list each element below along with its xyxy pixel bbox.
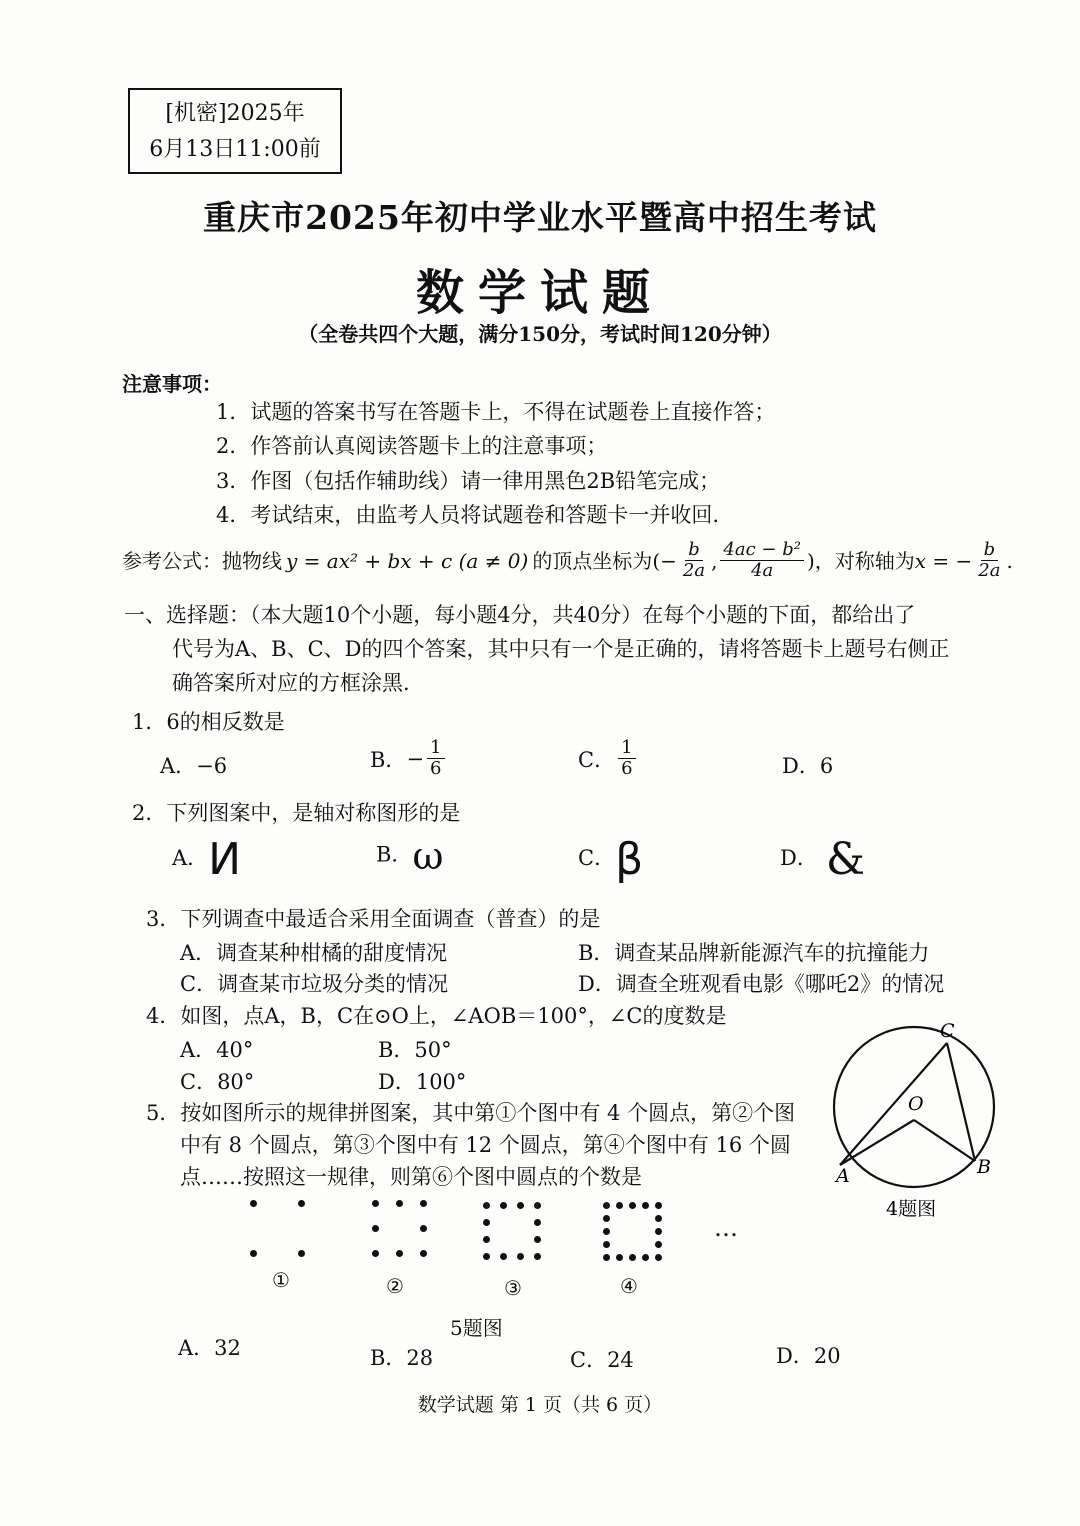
- notice-item-1: 1．试题的答案书写在答题卡上，不得在试题卷上直接作答；: [216, 400, 776, 424]
- vertex-x-fraction: [680, 540, 708, 581]
- dot: [396, 1250, 403, 1257]
- notice-item-2: 2．作答前认真阅读答题卡上的注意事项；: [216, 434, 608, 458]
- dot: [483, 1236, 490, 1243]
- q1-option-b-denominator: 6: [430, 758, 442, 779]
- q1-option-c: [578, 738, 639, 779]
- axis-label: ，对称轴为: [814, 548, 915, 573]
- q5-ellipsis: …: [714, 1214, 738, 1242]
- q5-option-b: B．28: [370, 1346, 434, 1370]
- q3-option-a: A．调查某种柑橘的甜度情况: [180, 941, 448, 965]
- q4-option-c: C．80°: [180, 1070, 255, 1094]
- dot: [603, 1254, 610, 1261]
- dot: [655, 1228, 662, 1235]
- q4-stem: 4．如图，点A，B，C在⊙O上，∠AOB＝100°，∠C的度数是: [146, 1004, 727, 1028]
- q5-option-a: A．32: [178, 1336, 241, 1360]
- q3-stem: 3．下列调查中最适合采用全面调查（普查）的是: [146, 907, 601, 931]
- dot: [642, 1254, 649, 1261]
- q5-option-d: D．20: [776, 1344, 841, 1368]
- dot: [483, 1219, 490, 1226]
- q2-option-c: [578, 834, 643, 885]
- dot: [534, 1219, 541, 1226]
- label-c: C: [940, 1020, 955, 1042]
- axis-numerator: b: [981, 540, 999, 561]
- dot: [642, 1202, 649, 1209]
- q1-stem: 1．6的相反数是: [132, 710, 285, 734]
- q1-option-b: [370, 738, 448, 779]
- dot: [517, 1253, 524, 1260]
- dot: [298, 1250, 305, 1257]
- dot: [250, 1250, 257, 1257]
- q2-symbol-i-reversed: И: [208, 834, 242, 885]
- subject-title: 数学试题: [415, 265, 664, 321]
- label-a: A: [836, 1165, 850, 1187]
- q2-option-b: [376, 834, 443, 878]
- q2-stem: 2．下列图案中，是轴对称图形的是: [132, 801, 461, 825]
- q5-label-3: ③: [504, 1276, 522, 1300]
- q5-pattern-1: [250, 1200, 310, 1262]
- dot: [396, 1200, 403, 1207]
- q5-line-2: 中有 8 个圆点，第③个图中有 12 个圆点，第④个图中有 16 个圆: [180, 1133, 791, 1157]
- q4-option-d: D．100°: [378, 1070, 467, 1094]
- dot: [655, 1241, 662, 1248]
- dot: [534, 1202, 541, 1209]
- dot: [372, 1225, 379, 1232]
- notice-item-3: 3．作图（包括作辅助线）请一律用黑色2B铅笔完成；: [216, 469, 721, 493]
- dot: [655, 1215, 662, 1222]
- reference-formula: [122, 540, 1013, 581]
- q1-option-c-label: C．: [578, 747, 616, 772]
- q1-option-b-fraction: [427, 738, 444, 779]
- vertex-x-numerator: b: [685, 540, 703, 561]
- dot: [534, 1236, 541, 1243]
- axis-prefix: x = −: [914, 548, 973, 573]
- segment-ac: [840, 1043, 947, 1165]
- dot: [420, 1225, 427, 1232]
- q4-option-b: B．50°: [378, 1038, 452, 1062]
- q4-option-a: A．40°: [180, 1038, 254, 1062]
- q2-option-b-label: B．: [376, 842, 413, 867]
- dot: [603, 1215, 610, 1222]
- dot: [616, 1202, 623, 1209]
- axis-fraction: [975, 540, 1003, 581]
- dot: [655, 1254, 662, 1261]
- q1-option-a: A．−6: [160, 754, 228, 778]
- formula-prefix: 参考公式：抛物线: [122, 548, 282, 573]
- q2-option-d: [780, 834, 865, 885]
- q5-line-1: 5．按如图所示的规律拼图案，其中第①个图中有 4 个圆点，第②个图: [146, 1101, 796, 1125]
- confidential-box: [128, 88, 342, 174]
- dot: [372, 1250, 379, 1257]
- dot: [483, 1202, 490, 1209]
- dot: [603, 1241, 610, 1248]
- exam-title: 重庆市2025年初中学业水平暨高中招生考试: [203, 198, 877, 237]
- label-o: O: [908, 1093, 924, 1115]
- q5-pattern-2: [372, 1200, 432, 1262]
- section-1-line-3: 确答案所对应的方框涂黑.: [172, 671, 410, 695]
- q5-pattern-4: [603, 1202, 663, 1264]
- segment-ao: [840, 1120, 914, 1165]
- vertex-comma: ,: [711, 548, 718, 573]
- q1-option-c-numerator: 1: [618, 738, 635, 759]
- dot: [603, 1228, 610, 1235]
- vertex-y-numerator: 4ac − b²: [720, 540, 804, 561]
- page-footer: 数学试题 第 1 页（共 6 页）: [417, 1394, 663, 1416]
- q2-option-d-label: D．: [780, 846, 818, 870]
- dot: [420, 1200, 427, 1207]
- q1-option-b-numerator: 1: [427, 738, 444, 759]
- dot: [500, 1202, 507, 1209]
- q2-option-a: [172, 834, 241, 885]
- q4-figure-caption: 4题图: [886, 1198, 937, 1220]
- dot: [250, 1200, 257, 1207]
- q2-symbol-beta: β: [615, 834, 644, 885]
- segment-cb: [947, 1043, 975, 1161]
- q3-option-b: B．调查某品牌新能源汽车的抗撞能力: [578, 941, 930, 965]
- notices-title: 注意事项：: [122, 372, 222, 396]
- dot: [655, 1202, 662, 1209]
- formula-end: .: [1006, 548, 1013, 573]
- q1-option-b-sign: −: [406, 746, 425, 771]
- notice-item-4: 4．考试结束，由监考人员将试题卷和答题卡一并收回.: [216, 503, 720, 527]
- vertex-x-denominator: 2a: [682, 560, 706, 581]
- q5-label-2: ②: [386, 1274, 404, 1298]
- q3-option-c: C．调查某市垃圾分类的情况: [180, 972, 449, 996]
- vertex-y-fraction: [720, 540, 804, 581]
- dot: [500, 1253, 507, 1260]
- section-1-instructions: [124, 598, 1004, 700]
- q1-option-c-denominator: 6: [621, 758, 633, 779]
- axis-denominator: 2a: [978, 560, 1001, 581]
- section-1-line-2: 代号为A、B、C、D的四个答案，其中只有一个是正确的，请将答题卡上题号右侧正: [172, 637, 950, 661]
- confidential-line-2: 6月13日11:00前: [149, 137, 321, 162]
- dot: [483, 1253, 490, 1260]
- dot: [629, 1254, 636, 1261]
- q4-figure: [822, 1015, 1022, 1225]
- dot: [420, 1250, 427, 1257]
- dot: [616, 1254, 623, 1261]
- vertex-close: ): [806, 548, 815, 573]
- label-b: B: [977, 1156, 991, 1178]
- dot: [298, 1200, 305, 1207]
- vertex-open: (−: [652, 548, 677, 573]
- dot: [629, 1202, 636, 1209]
- q2-symbol-ampersand: &: [825, 834, 866, 885]
- section-1-heading: 一、选择题：（本大题10个小题，每小题4分，共40分）在每个小题的下面，都给出了: [124, 603, 916, 627]
- dot: [517, 1202, 524, 1209]
- dot: [372, 1200, 379, 1207]
- q5-figure-caption: 5题图: [450, 1316, 503, 1340]
- q2-option-c-label: C．: [578, 846, 616, 870]
- parabola-expression: y = ax² + bx + c (a ≠ 0): [286, 548, 529, 573]
- q1-option-c-fraction: [618, 738, 635, 779]
- q2-option-a-label: A．: [172, 846, 209, 870]
- q5-option-c: C．24: [570, 1348, 634, 1372]
- q2-symbol-omega: ω: [412, 834, 444, 878]
- q5-label-4: ④: [620, 1274, 638, 1298]
- q5-label-1: ①: [272, 1268, 290, 1292]
- vertex-label: 的顶点坐标为: [532, 548, 653, 573]
- dot: [603, 1202, 610, 1209]
- vertex-y-denominator: 4a: [751, 560, 774, 581]
- q1-option-d: D．6: [782, 754, 834, 778]
- q1-option-b-label: B．: [370, 747, 407, 772]
- q5-pattern-3: [483, 1202, 543, 1264]
- confidential-line-1: [机密]2025年: [165, 101, 305, 126]
- exam-info: （全卷共四个大题，满分150分，考试时间120分钟）: [298, 322, 782, 346]
- q5-line-3: 点……按照这一规律，则第⑥个图中圆点的个数是: [180, 1165, 642, 1189]
- q3-option-d: D．调查全班观看电影《哪吒2》的情况: [578, 972, 945, 996]
- dot: [534, 1253, 541, 1260]
